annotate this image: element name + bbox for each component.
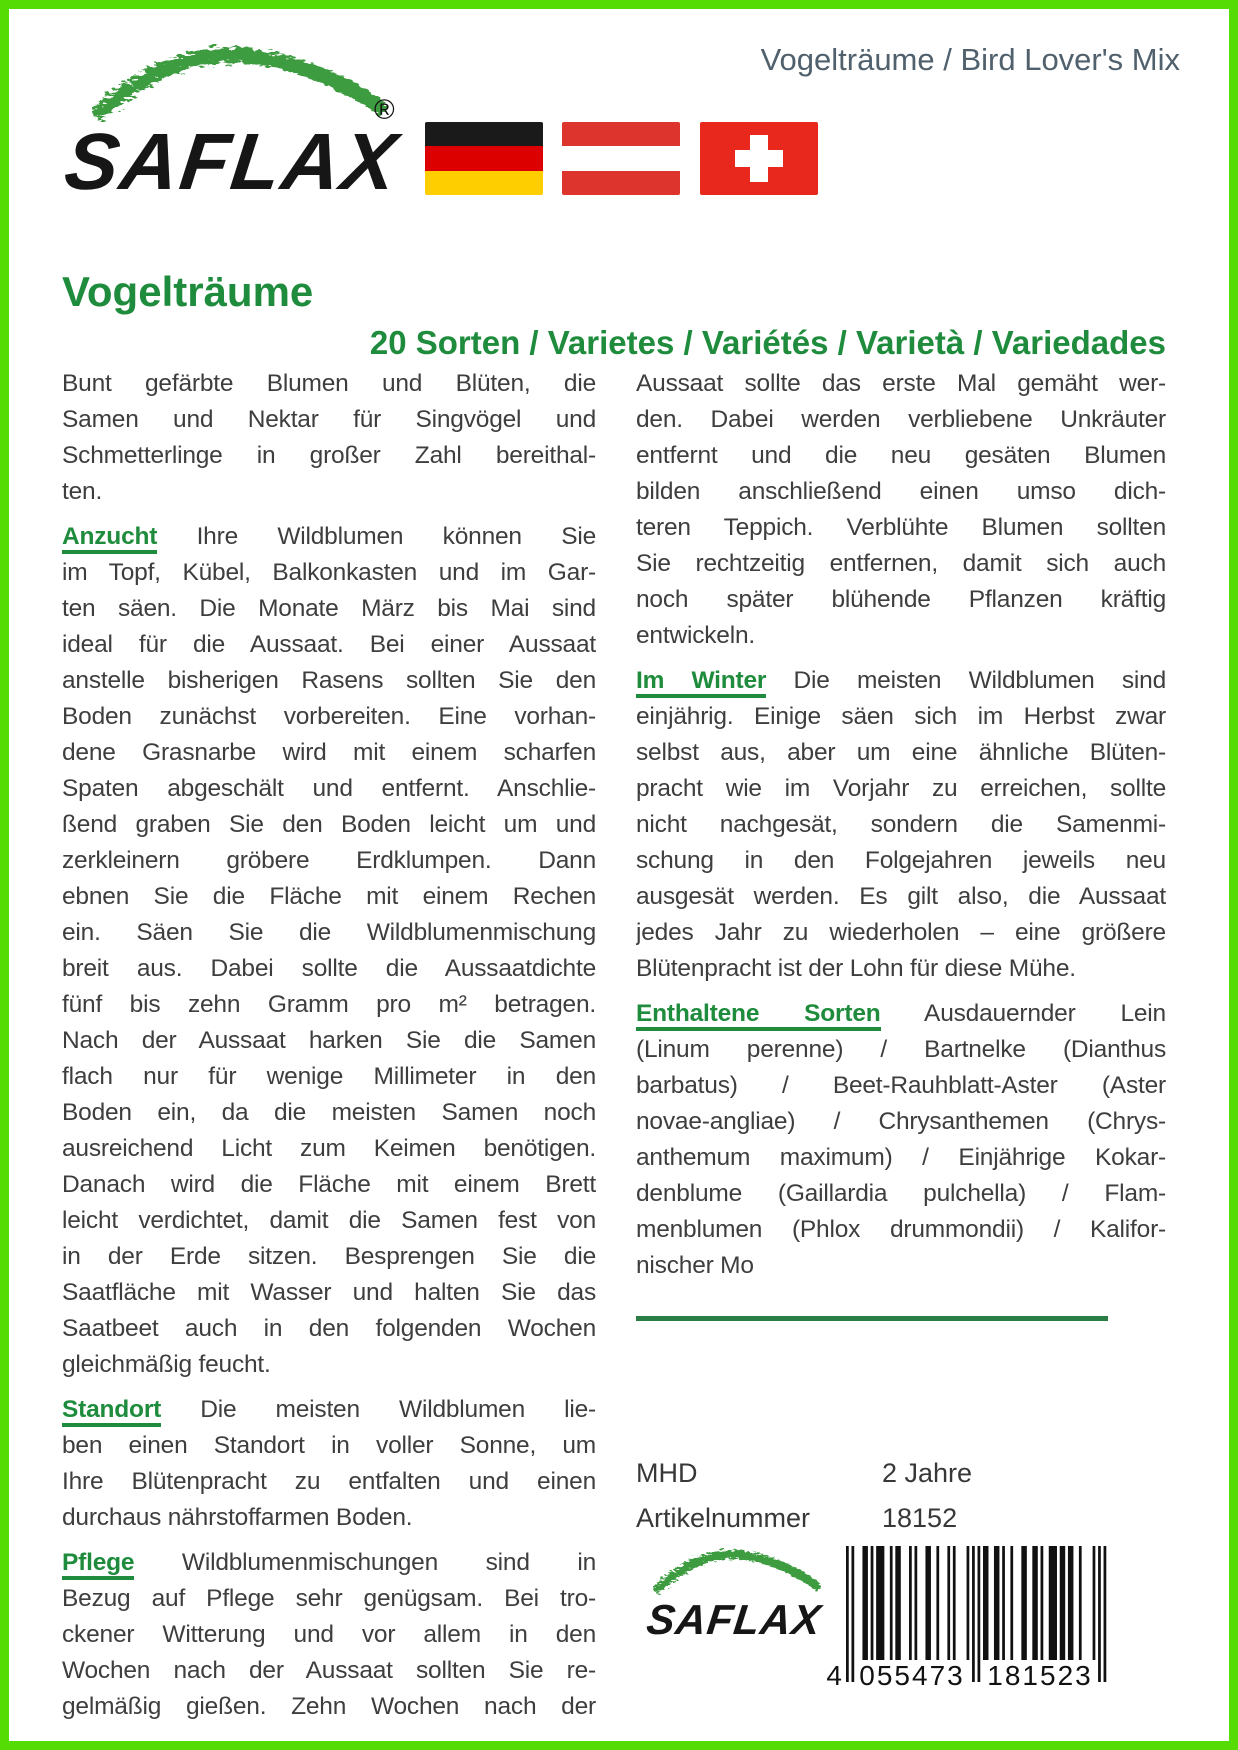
section-heading: Enthaltene Sorten (636, 1000, 881, 1031)
text-line: Saatbeet auch in den folgenden Wochen (62, 1315, 596, 1342)
text-line: breit aus. Dabei sollte die Aussaatdichte (62, 955, 596, 982)
text-line: ben einen Standort in voller Sonne, um (62, 1432, 596, 1459)
text-line: Sie rechtzeitig entfernen, damit sich auch (636, 550, 1166, 577)
text-line: Boden ein, da die meisten Samen noch (62, 1099, 596, 1126)
text-line: selbst aus, aber um eine ähnliche Blüten- (636, 739, 1166, 766)
detail-label: Artikelnummer (636, 1503, 811, 1533)
text-line: durchaus nährstoffarmen Boden. (62, 1504, 413, 1531)
text-line: nicht nachgesät, sondern die Samenmi- (636, 811, 1166, 838)
flag-band (562, 122, 680, 146)
text-line: ßend graben Sie den Boden leicht um und (62, 811, 596, 838)
detail-value: 2 Jahre (882, 1458, 973, 1488)
section-text: Die meisten Wildblumen sind (793, 667, 1166, 694)
section-heading: Standort (62, 1396, 161, 1427)
text-line: Boden zunächst vorbereiten. Eine vorhan- (62, 703, 596, 730)
section-text: Ihre Wildblumen können Sie (196, 523, 596, 550)
brand-arc-icon (653, 1548, 821, 1595)
text-section (636, 663, 1166, 987)
austria-flag-icon (562, 122, 680, 195)
text-line: ckener Witterung und vor allem in den (62, 1621, 596, 1648)
text-line: anstelle bisherigen Rasens sollten Sie den (62, 667, 596, 694)
text-section (636, 996, 1166, 1284)
text-line: gleichmäßig feucht. (62, 1351, 271, 1378)
text-line: Danach wird die Fläche mit einem Brett (62, 1171, 596, 1198)
text-line: ten säen. Die Monate März bis Mai sind (62, 595, 596, 622)
section-heading: Im Winter (636, 667, 766, 698)
flag-band (425, 171, 543, 195)
text-line: Samen und Nektar für Singvögel und (62, 406, 596, 433)
text-section (62, 1392, 596, 1536)
text-line (636, 996, 1166, 1032)
text-line: (Linum perenne) / Bartnelke (Dianthus (636, 1036, 1166, 1063)
text-section (62, 519, 596, 1383)
detail-label: MHD (636, 1458, 698, 1488)
text-line: novae-angliae) / Chrysanthemen (Chrys- (636, 1108, 1166, 1135)
text-line: nischer Mo (636, 1252, 754, 1279)
text-line: Nach der Aussaat harken Sie die Samen (62, 1027, 596, 1054)
text-line: Saatfläche mit Wasser und halten Sie das (62, 1279, 596, 1306)
page-title: Vogelträume (62, 268, 314, 315)
text-line: leicht verdichtet, damit die Samen fest von (62, 1207, 596, 1234)
germany-flag-icon (425, 122, 543, 195)
flag-band (425, 146, 543, 170)
text-line: barbatus) / Beet-Rauhblatt-Aster (Aster (636, 1072, 1166, 1099)
text-line: teren Teppich. Verblühte Blumen sollten (636, 514, 1166, 541)
text-line (62, 519, 596, 555)
flag-band (562, 171, 680, 195)
product-title: Vogelträume / Bird Lover's Mix (760, 42, 1180, 77)
text-line: pracht wie im Vorjahr zu erreichen, sollte (636, 775, 1166, 802)
flag-band (425, 122, 543, 146)
text-section (62, 366, 596, 510)
flag-band (562, 146, 680, 170)
registered-trademark-icon: ® (374, 94, 395, 125)
text-line: anthemum maximum) / Einjährige Kokar- (636, 1144, 1166, 1171)
text-line: ein. Säen Sie die Wildblumenmischung (62, 919, 596, 946)
text-line (62, 1392, 596, 1428)
text-line: dene Grasnarbe wird mit einem scharfen (62, 739, 596, 766)
text-line: Spaten abgeschält und entfernt. Anschlie- (62, 775, 596, 802)
brand-logo: SAFLAX (60, 117, 404, 206)
text-line: bilden anschließend einen umso dich- (636, 478, 1166, 505)
details-table (636, 1458, 1108, 1548)
text-line: schung in den Folgejahren jeweils neu (636, 847, 1166, 874)
barcode-digits-right: 181523 (987, 1660, 1093, 1691)
barcode-digit-first: 4 (826, 1660, 842, 1691)
text-line (636, 663, 1166, 699)
text-line: im Topf, Kübel, Balkonkasten und im Gar- (62, 559, 596, 586)
text-line: in der Erde sitzen. Besprengen Sie die (62, 1243, 596, 1270)
section-heading: Pflege (62, 1549, 134, 1580)
switzerland-flag-icon (700, 122, 818, 195)
detail-value: 18152 (882, 1503, 958, 1533)
text-line: Ihre Blütenpracht zu entfalten und einen (62, 1468, 596, 1495)
detail-row (636, 1458, 1108, 1503)
detail-row (636, 1503, 1108, 1548)
footer-brand-logo: SAFLAX (644, 1596, 824, 1643)
text-line: Bunt gefärbte Blumen und Blüten, die (62, 370, 596, 397)
section-heading: Anzucht (62, 523, 157, 554)
text-line: Bezug auf Pflege sehr genügsam. Bei tro- (62, 1585, 596, 1612)
text-line: Wochen nach der Aussaat sollten Sie re- (62, 1657, 596, 1684)
text-line: noch später blühende Pflanzen kräftig (636, 586, 1166, 613)
section-text: Wildblumenmischungen sind in (181, 1549, 596, 1576)
page-subtitle: 20 Sorten / Varietes / Variétés / Varietà / Variedades (369, 324, 1166, 361)
text-line: fünf bis zehn Gramm pro m² betragen. (62, 991, 596, 1018)
text-line: ideal für die Aussaat. Bei einer Aussaat (62, 631, 596, 658)
text-line: ebnen Sie die Fläche mit einem Rechen (62, 883, 596, 910)
barcode-digits-left: 055473 (859, 1660, 965, 1691)
text-line (62, 1545, 596, 1581)
text-line: Aussaat sollte das erste Mal gemäht wer- (636, 370, 1166, 397)
text-line: denblume (Gaillardia pulchella) / Flam- (636, 1180, 1166, 1207)
right-text-column (636, 366, 1166, 1293)
text-section (636, 366, 1166, 654)
text-line: gelmäßig gießen. Zehn Wochen nach der (62, 1693, 596, 1720)
text-line: entfernt und die neu gesäten Blumen (636, 442, 1166, 469)
text-line: einjährig. Einige säen sich im Herbst zwar (636, 703, 1166, 730)
text-line: jedes Jahr zu wiederholen – eine größere (636, 919, 1166, 946)
text-line: ausgesät werden. Es gilt also, die Aussaat (636, 883, 1166, 910)
text-line: Schmetterlinge in großer Zahl bereithal- (62, 442, 596, 469)
brand-arc-icon (92, 44, 387, 122)
text-line: entwickeln. (636, 622, 755, 649)
divider-line (636, 1316, 1108, 1321)
swiss-cross-icon (735, 150, 783, 167)
text-line: zerkleinern gröbere Erdklumpen. Dann (62, 847, 596, 874)
text-line: ausreichend Licht zum Keimen benötigen. (62, 1135, 596, 1162)
text-line: flach nur für wenige Millimeter in den (62, 1063, 596, 1090)
text-line: den. Dabei werden verbliebene Unkräuter (636, 406, 1166, 433)
text-line: ten. (62, 478, 103, 505)
text-section (62, 1545, 596, 1725)
text-line: Blütenpracht ist der Lohn für diese Mühe. (636, 955, 1076, 982)
section-text: Die meisten Wildblumen lie- (200, 1396, 596, 1423)
section-text: Ausdauernder Lein (924, 1000, 1166, 1027)
text-line: menblumen (Phlox drummondii) / Kalifor- (636, 1216, 1166, 1243)
ean-barcode (826, 1546, 1108, 1694)
left-text-column (62, 366, 596, 1734)
